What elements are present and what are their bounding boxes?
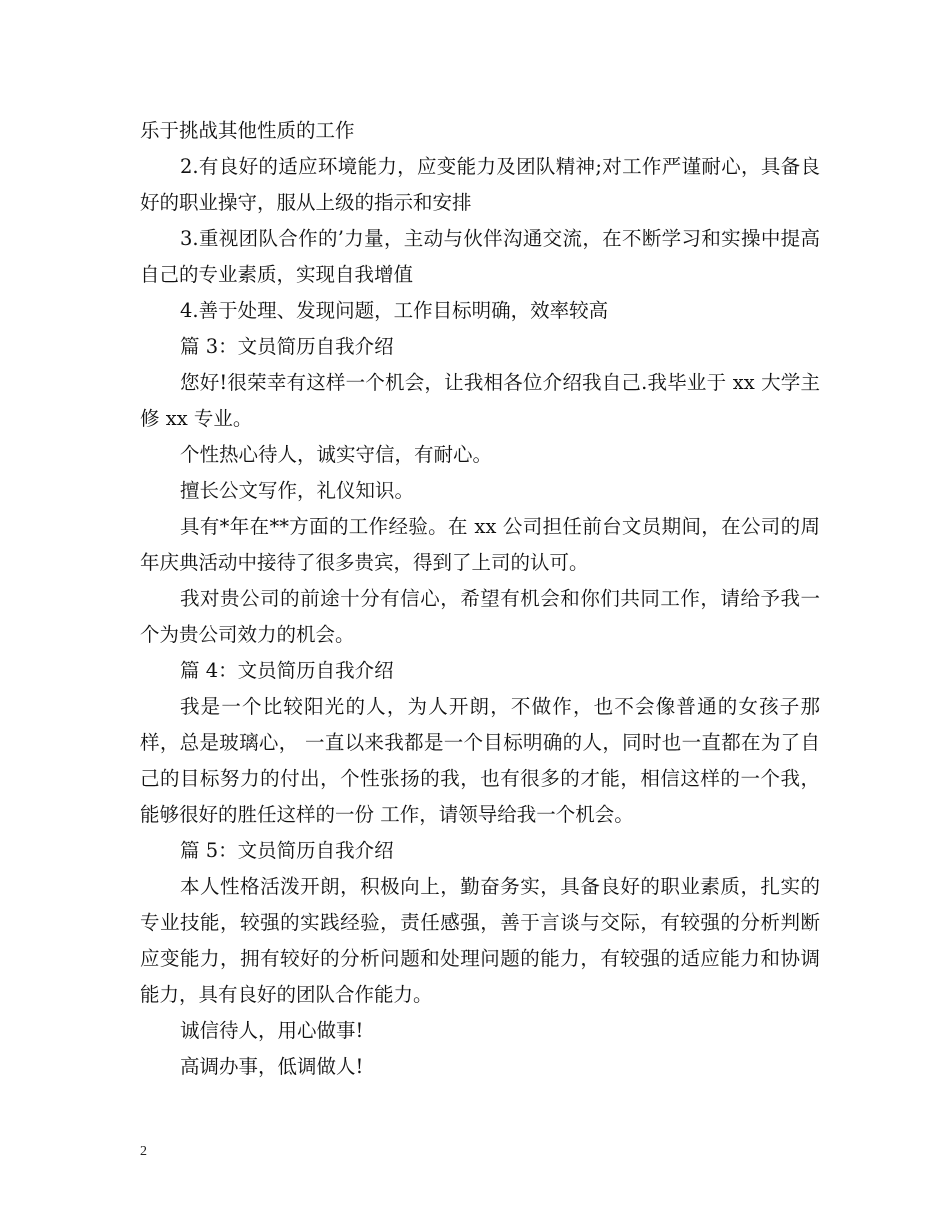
section-heading-3: 篇 3：文员简历自我介绍 — [180, 335, 394, 358]
paragraph-2: 2.有良好的适应环境能力，应变能力及团队精神;对工作严谨耐心，具备良好的职业操守，服从上级的指示和安排 — [140, 155, 820, 214]
paragraph-15: 诚信待人，用心做事! — [180, 1019, 364, 1042]
paragraph-6: 您好!很荣幸有这样一个机会，让我相各位介绍我自己.我毕业于 xx 大学主修 xx 专业。 — [140, 371, 820, 430]
paragraph-8: 擅长公文写作，礼仪知识。 — [180, 479, 415, 502]
paragraph-7: 个性热心待人，诚实守信，有耐心。 — [180, 443, 493, 466]
paragraph-10: 我对贵公司的前途十分有信心，希望有机会和你们共同工作，请给予我一个为贵公司效力的机会。 — [140, 587, 820, 646]
paragraph-1: 乐于挑战其他性质的工作 — [140, 119, 355, 142]
paragraph-4: 4.善于处理、发现问题，工作目标明确，效率较高 — [180, 299, 609, 322]
paragraph-16: 高调办事，低调做人! — [180, 1055, 364, 1078]
paragraph-14: 本人性格活泼开朗，积极向上，勤奋务实，具备良好的职业素质，扎实的专业技能，较强的实践经验，责任感强，善于言谈与交际，有较强的分析判断应变能力，拥有较好的分析问题和处理问题的能力，有较强的适应能力和协调能力，具有良好的团队合作能力。 — [140, 875, 820, 1006]
section-heading-5: 篇 5：文员简历自我介绍 — [180, 839, 394, 862]
document-body — [140, 113, 820, 1085]
section-heading-4: 篇 4：文员简历自我介绍 — [180, 659, 394, 682]
page-number: 2 — [140, 1144, 147, 1159]
paragraph-3: 3.重视团队合作的’力量，主动与伙伴沟通交流，在不断学习和实操中提高自己的专业素质，实现自我增值 — [140, 227, 820, 286]
paragraph-12: 我是一个比较阳光的人，为人开朗，不做作，也不会像普通的女孩子那样，总是玻璃心， 一直以来我都是一个目标明确的人，同时也一直都在为了自己的目标努力的付出，个性张扬的我，也有很多的才能，相信这样的一个我，能够很好的胜任这样的一份 工作，请领导给我一个机会。 — [140, 695, 820, 826]
paragraph-9: 具有*年在**方面的工作经验。在 xx 公司担任前台文员期间，在公司的周年庆典活动中接待了很多贵宾，得到了上司的认可。 — [140, 515, 820, 574]
